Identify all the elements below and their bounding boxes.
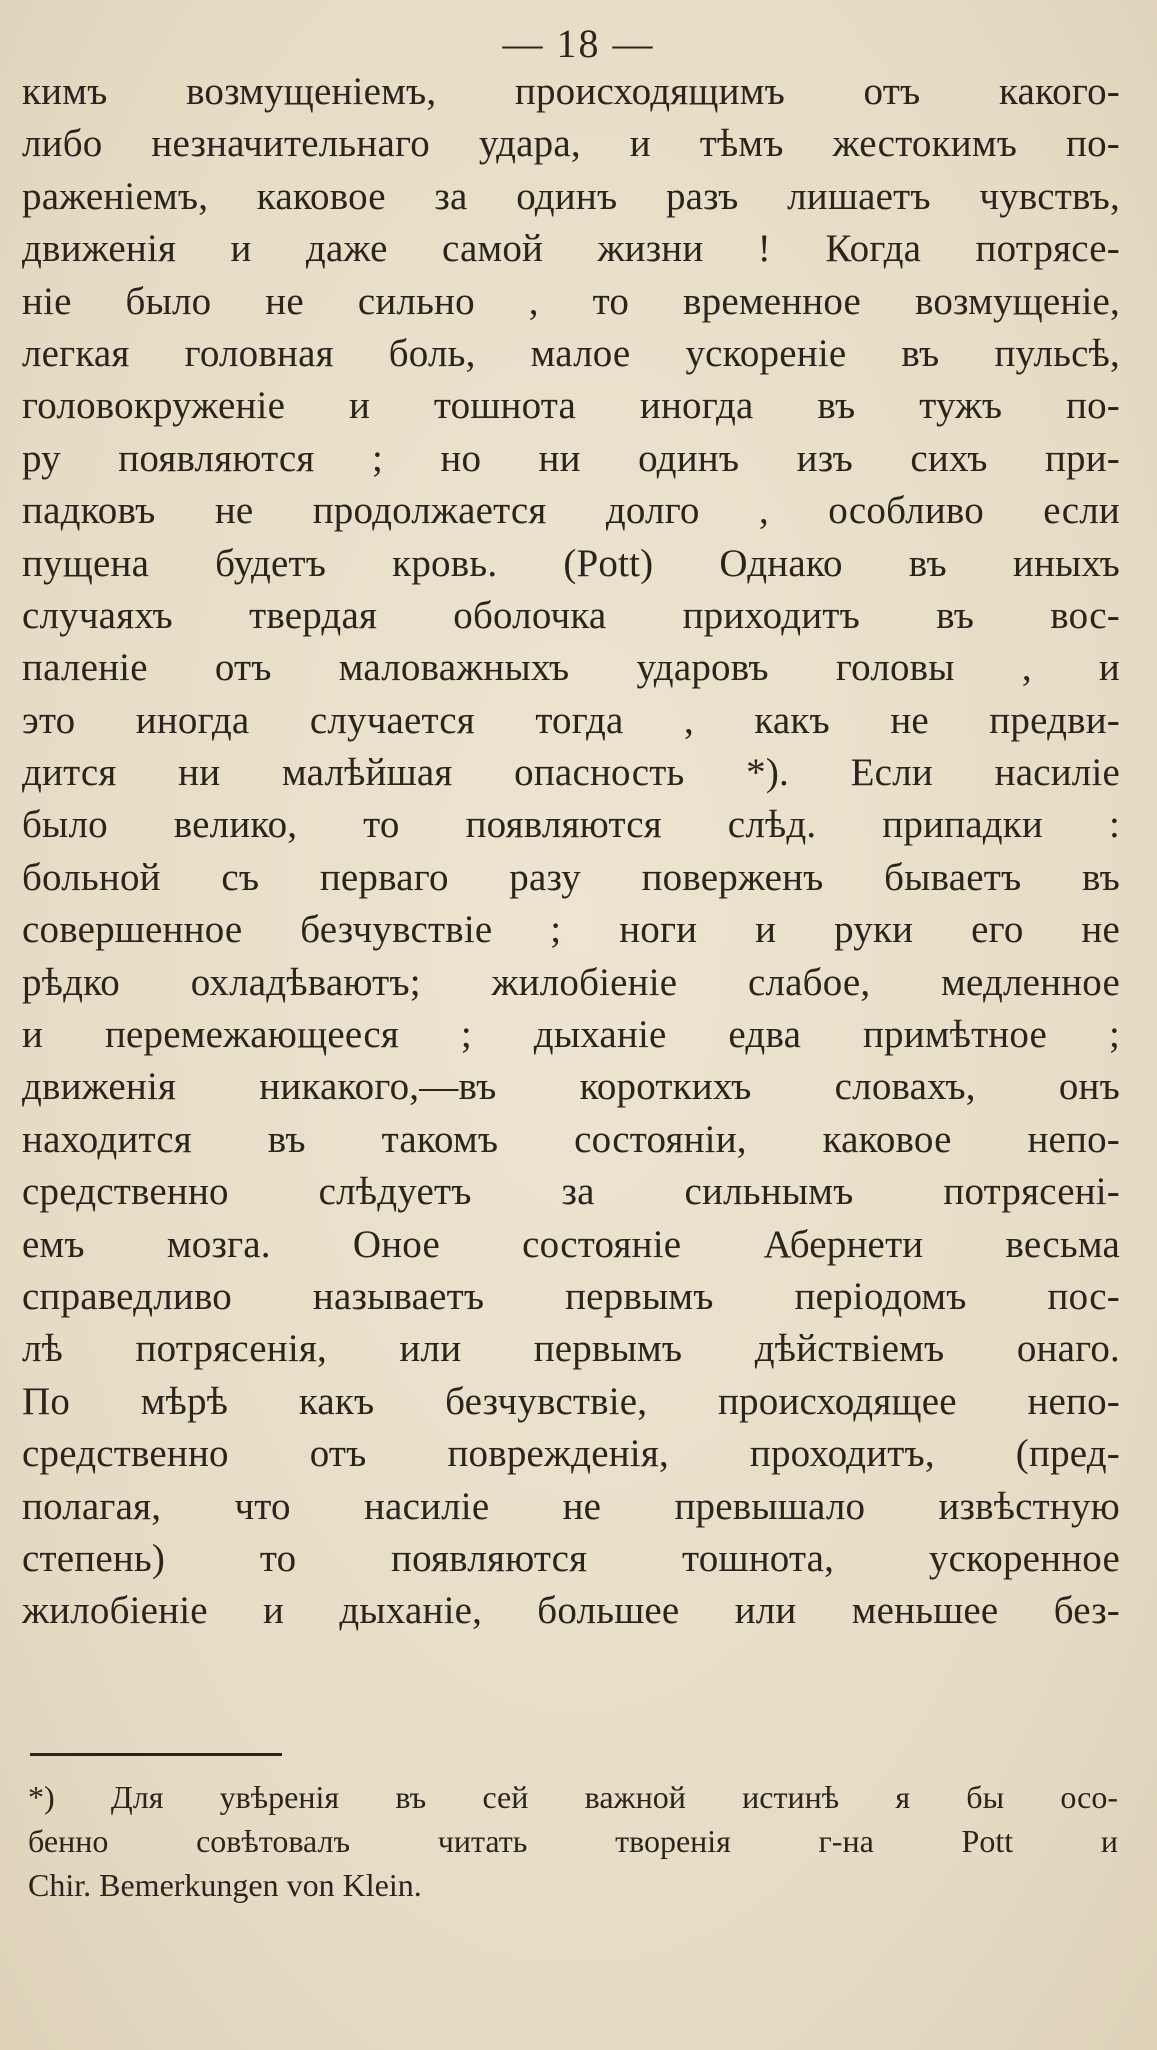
text-line-4: движенія и даже самой жизни ! Когда потрясе- xyxy=(22,227,1120,271)
footnote-separator xyxy=(30,1753,282,1756)
text-line-5: ніе было не сильно , то временное возмущеніе, xyxy=(22,279,1120,323)
text-line-1: кимъ возмущеніемъ, происходящимъ отъ какого- xyxy=(22,70,1120,113)
text-line-13: это иногда случается тогда , какъ не предви- xyxy=(22,698,1120,742)
text-line-22: средственно слѣдуетъ за сильнымъ потрясені- xyxy=(22,1170,1120,1214)
text-line-18: рѣдко охладѣваютъ; жилобіеніе слабое, медленное xyxy=(22,960,1120,1004)
text-line-24: справедливо называетъ первымъ періодомъ пос- xyxy=(22,1274,1120,1318)
text-line-16: больной съ перваго разу поверженъ бываетъ въ xyxy=(22,855,1120,899)
text-line-29: степень) то появляются тошнота, ускоренное xyxy=(22,1536,1120,1580)
text-line-28: полагая, что насиліе не превышало извѣстную xyxy=(22,1484,1120,1528)
text-line-12: паленіе отъ маловажныхъ ударовъ головы , и xyxy=(22,646,1120,690)
text-line-17: совершенное безчувствіе ; ноги и руки его не xyxy=(22,908,1120,952)
text-line-27: средственно отъ поврежденія, проходитъ, (пред- xyxy=(22,1432,1120,1476)
text-line-30: жилобіеніе и дыханіе, большее или меньшее без- xyxy=(22,1589,1120,1633)
footnote-line-2: бенно совѣтовалъ читать творенія г-на Pott и xyxy=(28,1823,1118,1859)
text-line-6: легкая головная боль, малое ускореніе въ пульсѣ, xyxy=(22,331,1120,375)
text-line-25: лѣ потрясенія, или первымъ дѣйствіемъ онаго. xyxy=(22,1327,1120,1371)
text-line-26: По мѣрѣ какъ безчувствіе, происходящее непо- xyxy=(22,1379,1120,1423)
text-line-10: пущена будетъ кровь. (Pott) Однако въ иныхъ xyxy=(22,541,1120,585)
text-line-7: головокруженіе и тошнота иногда въ тужъ по- xyxy=(22,384,1120,428)
body-text xyxy=(22,66,1120,1638)
text-line-20: движенія никакого,—въ короткихъ словахъ, онъ xyxy=(22,1065,1120,1109)
footnote xyxy=(28,1775,1118,1907)
text-line-9: падковъ не продолжается долго , особливо если xyxy=(22,489,1120,533)
page-number: — 18 — xyxy=(502,21,655,66)
text-line-21: находится въ такомъ состояніи, каковое непо- xyxy=(22,1117,1120,1161)
text-line-8: ру появляются ; но ни одинъ изъ сихъ при- xyxy=(22,436,1120,480)
text-line-19: и перемежающееся ; дыханіе едва примѣтное ; xyxy=(22,1013,1120,1057)
footnote-line-3: Chir. Bemerkungen von Klein. xyxy=(28,1867,422,1903)
text-line-23: емъ мозга. Оное состояніе Абернети весьма xyxy=(22,1222,1120,1266)
footnote-line-1: *) Для увѣренія въ сей важной истинѣ я бы осо- xyxy=(28,1779,1118,1815)
text-line-2: либо незначительнаго удара, и тѣмъ жестокимъ по- xyxy=(22,122,1120,166)
text-line-11: случаяхъ твердая оболочка приходитъ въ вос- xyxy=(22,593,1120,637)
text-line-14: дится ни малѣйшая опасность *). Если насиліе xyxy=(22,751,1120,795)
text-line-15: было велико, то появляются слѣд. припадки : xyxy=(22,803,1120,847)
text-line-3: раженіемъ, каковое за одинъ разъ лишаетъ чувствъ, xyxy=(22,174,1120,218)
